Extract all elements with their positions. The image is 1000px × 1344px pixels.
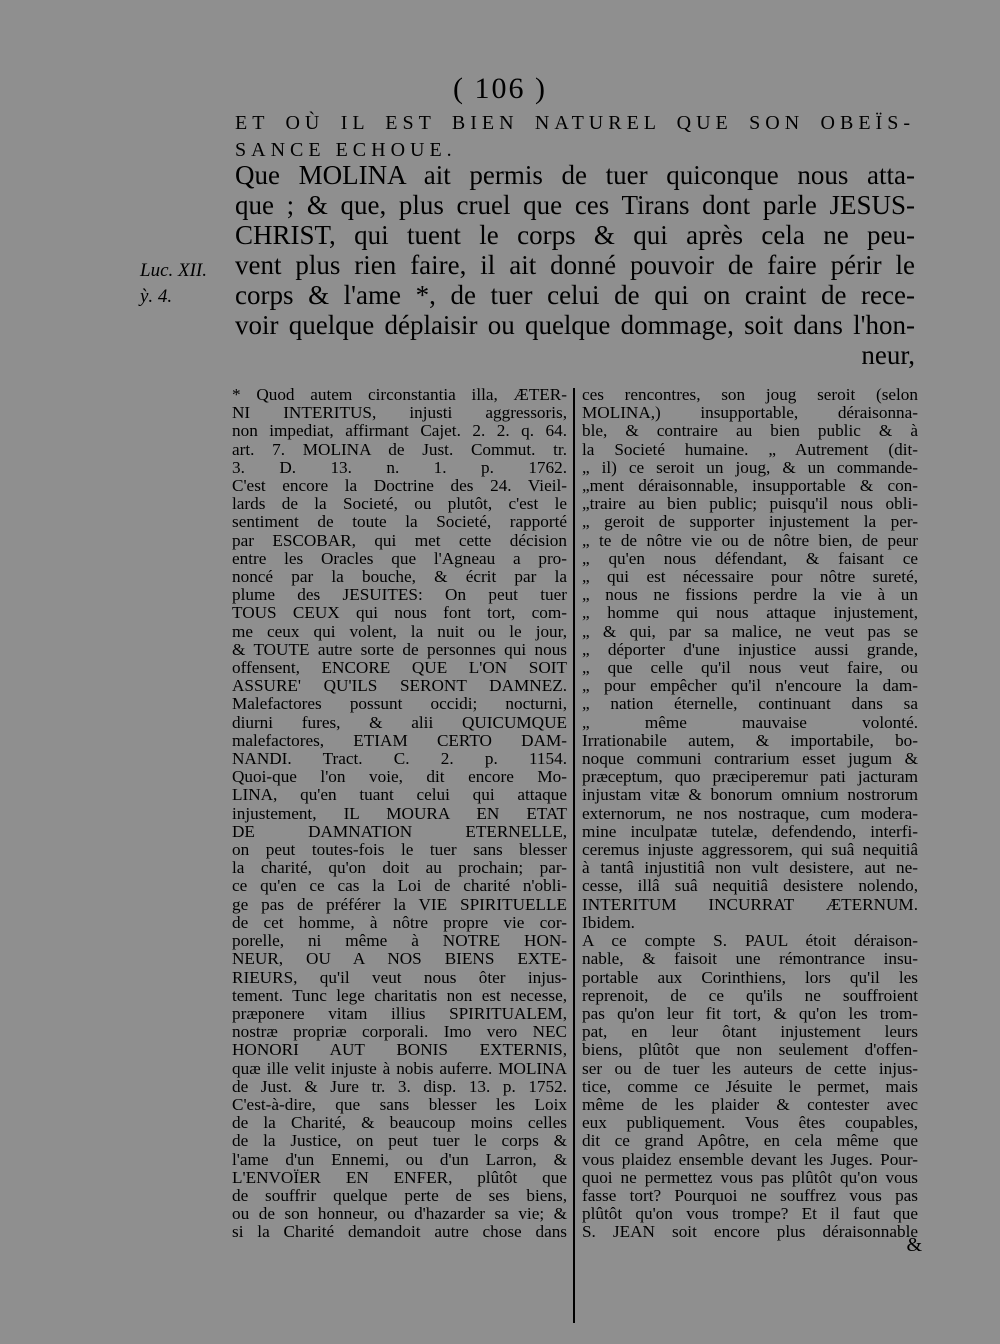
main-line: corps & l'ame *, de tuer celui de qui on craint de rece- <box>235 280 915 310</box>
column-line: „ment déraisonnable, insupportable & con- <box>582 477 918 496</box>
column-line: injustam vitæ & bonorum omnium nostrorum <box>582 786 918 805</box>
column-line: noncé par la bouche, & écrit par la <box>232 568 567 587</box>
column-line: porelle, ni même à NOTRE HON- <box>232 932 567 951</box>
column-line: cesse, illâ suâ nequitiâ desistere nolendo, <box>582 877 918 896</box>
main-line: que ; & que, plus cruel que ces Tirans dont parle JESUS- <box>235 190 915 220</box>
column-line: Malefactores possunt occidi; nocturni, <box>232 695 567 714</box>
column-line: ASSURE' QU'ILS SERONT DAMNEZ. <box>232 677 567 696</box>
column-line: ble, & contraire au bien public & à <box>582 422 918 441</box>
column-line: la charité, qu'on doit au prochain; par- <box>232 859 567 878</box>
column-line: „ il) ce seroit un joug, & un commande- <box>582 458 918 477</box>
column-line: offensent, ENCORE QUE L'ON SOIT <box>232 659 567 678</box>
column-line: NI INTERITUS, injusti aggressoris, <box>232 404 567 423</box>
column-line: ces rencontres, son joug seroit (selon <box>582 386 918 404</box>
column-line: præceptum, quo præciperemur pati jacturam <box>582 768 918 787</box>
margin-note <box>140 258 230 310</box>
main-line: vent plus rien faire, il ait donné pouvoir de faire périr le <box>235 250 915 280</box>
column-line: si la Charité demandoit autre chose dans <box>232 1223 567 1242</box>
column-line: MOLINA,) insupportable, déraisonna- <box>582 404 918 423</box>
column-line: malefactores, ETIAM CERTO DAM- <box>232 731 567 750</box>
column-line: 3. D. 13. n. 1. p. 1762. <box>232 458 567 477</box>
column-line: C'est encore la Doctrine des 24. Vieil- <box>232 477 567 496</box>
column-line: biens, plûtôt que non seulement d'offen- <box>582 1041 918 1060</box>
column-line: Irrationabile autem, & importabile, bo- <box>582 731 918 750</box>
main-line: voir quelque déplaisir ou quelque dommage, soit dans l'hon- <box>235 310 915 340</box>
column-line: nostræ propriæ corporali. Imo vero NEC <box>232 1023 567 1042</box>
column-line: INTERITUM INCURRAT ÆTERNUM. <box>582 895 918 914</box>
column-line: nable, & faisoit une rémontrance insu- <box>582 950 918 969</box>
column-line: par ESCOBAR, qui met cette décision <box>232 531 567 550</box>
column-line: Ibidem. <box>582 913 635 932</box>
column-line: „ nation éternelle, continuant dans sa <box>582 695 918 714</box>
main-line: neur, <box>861 340 915 370</box>
column-line: „ homme qui nous attaque injustement, <box>582 604 918 623</box>
section-heading <box>235 110 915 164</box>
column-line: pas qu'on leur fit tort, & qu'on les trom- <box>582 1004 918 1023</box>
column-line: „traire au bien public; puisqu'il nous obli- <box>582 495 918 514</box>
column-line: ou de son honneur, ou d'hazarder sa vie; & <box>232 1205 567 1224</box>
column-line: ser ou de tuer les auteurs de cette injus- <box>582 1059 918 1078</box>
main-line: CHRIST, qui tuent le corps & qui après cela ne peu- <box>235 220 915 250</box>
column-line: L'ENVOÏER EN ENFER, plûtôt que <box>232 1168 567 1187</box>
column-line: art. 7. MOLINA de Just. Commut. tr. <box>232 440 567 459</box>
column-line: „ geroit de supporter injustement la per- <box>582 513 918 532</box>
catchword: & <box>906 1234 922 1256</box>
column-line: C'est-à-dire, que sans blesser les Loix <box>232 1095 567 1114</box>
column-line: ge pas de préférer la VIE SPIRITUELLE <box>232 895 567 914</box>
column-line: præponere vitam illius SPIRITUALEM, <box>232 1004 567 1023</box>
column-line: la Societé humaine. „ Autrement (dit- <box>582 440 918 459</box>
column-line: on peut toutes-fois le tuer sans blesser <box>232 841 567 860</box>
column-line: & TOUTE autre sorte de personnes qui nous <box>232 640 567 659</box>
column-line: mine inculpatæ tutelæ, defendendo, interfi- <box>582 822 918 841</box>
column-line: même de les plaider & contester avec <box>582 1095 918 1114</box>
margin-note-line: ỳ. 4. <box>140 286 173 307</box>
column-line: plume des JESUITES: On peut tuer <box>232 586 567 605</box>
column-line: fasse tort? Pourquoi ne souffrez vous pas <box>582 1186 918 1205</box>
column-line: LINA, qu'en tuant celui qui attaque <box>232 786 567 805</box>
column-line: „ qui est nécessaire pour nôtre sureté, <box>582 568 918 587</box>
column-line: diurni fures, & alii QUICUMQUE <box>232 713 567 732</box>
column-line: de souffrir quelque perte de ses biens, <box>232 1186 567 1205</box>
column-line: NEUR, OU A NOS BIENS EXTE- <box>232 950 567 969</box>
column-line: reprenoit, de ce qu'ils ne souffroient <box>582 986 918 1005</box>
column-line: quæ ille velit injuste à nobis auferre. MOLINA <box>232 1059 567 1078</box>
left-footnote-column <box>232 386 567 1242</box>
column-line: NANDI. Tract. C. 2. p. 1154. <box>232 750 567 769</box>
column-line: Quoi-que l'on voie, dit encore Mo- <box>232 768 567 787</box>
main-line: Que MOLINA ait permis de tuer quiconque nous atta- <box>235 160 915 190</box>
column-line: à tantâ injustitiâ non vult desistere, aut ne- <box>582 859 918 878</box>
column-line: pat, en leur ôtant injustement leurs <box>582 1023 918 1042</box>
margin-note-line: Luc. XII. <box>140 260 208 281</box>
column-line: DE DAMNATION ETERNELLE, <box>232 822 567 841</box>
column-line: externorum, ne nos nostraque, cum modera- <box>582 804 918 823</box>
column-line: * Quod autem circonstantia illa, ÆTER- <box>232 386 567 404</box>
column-line: l'ame d'un Ennemi, ou d'un Larron, & <box>232 1150 567 1169</box>
column-line: sentiment de toute la Societé, rapporté <box>232 513 567 532</box>
column-line: „ qu'en nous défendant, & faisant ce <box>582 549 918 568</box>
right-footnote-column <box>582 386 918 1242</box>
column-line: „ & qui, par sa malice, ne veut pas se <box>582 622 918 641</box>
column-line: „ nous ne fissions perdre la vie à un <box>582 586 918 605</box>
page-number: ( 106 ) <box>453 72 547 105</box>
column-line: ceremus injuste aggressorem, qui suâ nequitiâ <box>582 841 918 860</box>
column-line: „ pour empêcher qu'il n'encoure la dam- <box>582 677 918 696</box>
column-line: de Just. & Jure tr. 3. disp. 13. p. 1752. <box>232 1077 567 1096</box>
column-line: noque communi contrarium esset jugum & <box>582 750 918 769</box>
column-line: tice, comme ce Jésuite le permet, mais <box>582 1077 918 1096</box>
column-line: injustement, IL MOURA EN ETAT <box>232 804 567 823</box>
column-line: „ te de nôtre vie ou de nôtre bien, de peur <box>582 531 918 550</box>
column-line: tement. Tunc lege charitatis non est necesse, <box>232 986 567 1005</box>
column-line: „ déporter d'une injustice aussi grande, <box>582 640 918 659</box>
column-line: dit ce grand Apôtre, en cela même que <box>582 1132 918 1151</box>
heading-line: ET OÙ IL EST BIEN NATUREL QUE SON OBEÏS- <box>235 112 915 134</box>
column-line: lards de la Societé, ou plutôt, c'est le <box>232 495 567 514</box>
column-line: vous plaidez ensemble devant les Juges. Pour- <box>582 1150 918 1169</box>
column-line: TOUS CEUX qui nous font tort, com- <box>232 604 567 623</box>
column-line: entre les Oracles que l'Agneau a pro- <box>232 549 567 568</box>
column-line: de la Justice, on peut tuer le corps & <box>232 1132 567 1151</box>
column-line: quoi ne permettez vous pas plûtôt qu'on vous <box>582 1168 918 1187</box>
column-divider <box>573 388 575 1323</box>
column-line: ce qu'en ce cas la Loi de charité n'obli- <box>232 877 567 896</box>
column-line: plûtôt qu'on vous trompe? Et il faut que <box>582 1205 918 1224</box>
column-line: RIEURS, qu'il veut nous ôter injus- <box>232 968 567 987</box>
column-line: S. JEAN soit encore plus déraisonnable <box>582 1223 918 1242</box>
column-line: eux publiquement. Vous êtes coupables, <box>582 1114 918 1133</box>
heading-line: SANCE ECHOUE. <box>235 139 457 161</box>
column-line: HONORI AUT BONIS EXTERNIS, <box>232 1041 567 1060</box>
column-line: portable aux Corinthiens, lors qu'il les <box>582 968 918 987</box>
column-line: „ même mauvaise volonté. <box>582 713 918 732</box>
column-line: non impediat, affirmant Cajet. 2. 2. q. 64. <box>232 422 567 441</box>
column-line: A ce compte S. PAUL étoit déraison- <box>582 932 918 951</box>
main-paragraph <box>235 160 915 370</box>
column-line: de la Charité, & beaucoup moins celles <box>232 1114 567 1133</box>
column-line: de cet homme, à nôtre propre vie cor- <box>232 913 567 932</box>
column-line: me ceux qui volent, la nuit ou le jour, <box>232 622 567 641</box>
column-line: „ que celle qu'il nous veut faire, ou <box>582 659 918 678</box>
